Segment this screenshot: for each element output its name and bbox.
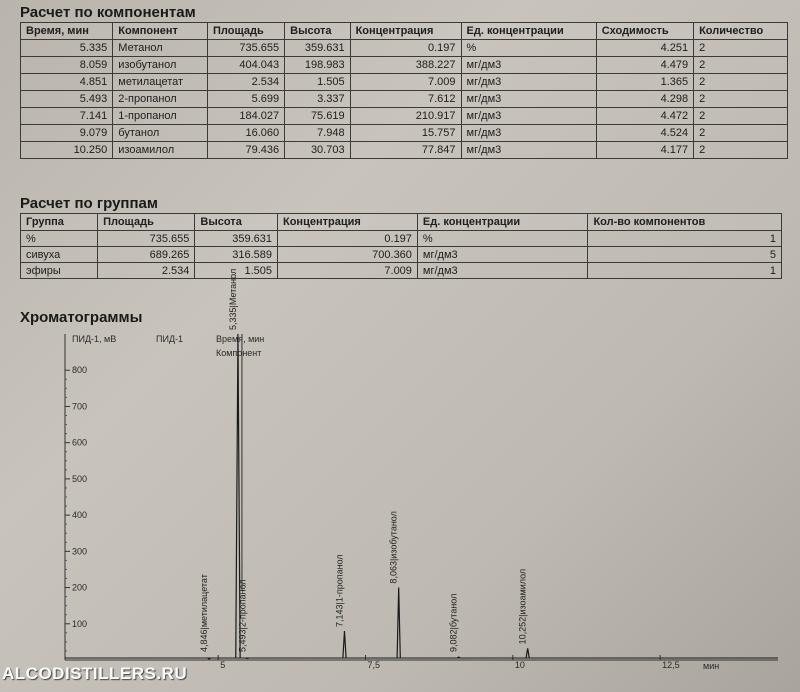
table-row [21,91,788,108]
table-cell: 15.757 [350,125,461,142]
components-col-header: Площадь [207,23,284,40]
legend-time-label: Время, мин [216,334,265,344]
table-cell: 2 [694,40,788,57]
chromatogram-peak [343,631,346,658]
peak-label: 9,082|бутанол [448,593,459,652]
components-body [21,40,788,159]
peak-label: 7,143|1-пропанол [334,554,345,628]
peak-label: 8,063|изобутанол [388,511,399,584]
table-cell: 16.060 [207,125,284,142]
table-cell: мг/дм3 [417,247,588,263]
table-cell: 700.360 [278,247,418,263]
table-cell: 2 [694,57,788,74]
table-row [21,142,788,159]
table-cell: 5.699 [207,91,284,108]
peak-label: 5,335|Метанол [227,268,238,330]
x-tick-label: 12,5 [662,660,680,670]
table-row [21,231,782,247]
table-cell: 689.265 [98,247,195,263]
table-row [21,40,788,57]
table-cell: % [417,231,588,247]
components-col-header: Время, мин [21,23,113,40]
table-cell: % [461,40,596,57]
peak-label: 5,493|2-пропанол [237,579,248,652]
table-row [21,125,788,142]
table-cell: Метанол [113,40,208,57]
table-cell: 1 [588,263,782,279]
table-cell: 7.141 [21,108,113,125]
table-cell: 7.009 [350,74,461,91]
table-cell: бутанол [113,125,208,142]
x-tick-label: 7,5 [367,660,381,670]
table-cell: 1.505 [195,263,278,279]
chromatogram-peak [246,658,249,659]
table-cell: мг/дм3 [461,57,596,74]
table-cell: 2 [694,142,788,159]
table-row [21,108,788,125]
groups-col-header: Ед. концентрации [417,214,588,231]
channel-label: ПИД-1, мВ [72,334,117,344]
table-cell: 4.524 [596,125,693,142]
table-cell: 2 [694,74,788,91]
groups-table [20,213,782,279]
table-cell: метилацетат [113,74,208,91]
table-cell: 1-пропанол [113,108,208,125]
table-row [21,57,788,74]
table-cell: 316.589 [195,247,278,263]
table-cell: 735.655 [98,231,195,247]
table-cell: 79.436 [207,142,284,159]
peak-label: 10,252|изоамилол [517,568,528,645]
channel-name: ПИД-1 [156,334,184,344]
table-cell: 359.631 [195,231,278,247]
y-tick-label: 600 [72,437,88,448]
table-cell: мг/дм3 [417,263,588,279]
table-cell: 4.177 [596,142,693,159]
table-cell: 735.655 [207,40,284,57]
groups-col-header: Высота [195,214,278,231]
groups-col-header: Группа [21,214,98,231]
table-cell: 1 [588,231,782,247]
components-col-header: Компонент [113,23,208,40]
table-cell: 4.851 [21,74,113,91]
table-cell: изобутанол [113,57,208,74]
table-cell: 198.983 [285,57,350,74]
table-cell: 4.251 [596,40,693,57]
components-title: Расчет по компонентам [20,4,196,21]
table-cell: 75.619 [285,108,350,125]
table-cell: 2.534 [98,263,195,279]
table-cell: 1.505 [285,74,350,91]
components-col-header: Количество [694,23,788,40]
table-cell: 7.009 [278,263,418,279]
table-cell: 2 [694,125,788,142]
table-cell: 5 [588,247,782,263]
table-cell: 388.227 [350,57,461,74]
table-row [21,74,788,91]
chromatogram-title: Хроматограммы [20,309,143,326]
table-cell: 2-пропанол [113,91,208,108]
table-cell: 404.043 [207,57,284,74]
table-cell: 3.337 [285,91,350,108]
x-unit-label: мин [703,661,720,671]
table-cell: 359.631 [285,40,350,57]
table-cell: мг/дм3 [461,125,596,142]
watermark: ALCODISTILLERS.RU [2,664,188,683]
groups-body [21,231,782,279]
table-cell: % [21,231,98,247]
y-tick-label: 500 [72,473,88,484]
chromatogram-peak [526,648,529,658]
table-cell: изоамилол [113,142,208,159]
table-cell: 7.612 [350,91,461,108]
table-cell: 9.079 [21,125,113,142]
peak-label: 4,846|метилацетат [199,574,210,652]
table-cell: 210.917 [350,108,461,125]
table-cell: 184.027 [207,108,284,125]
table-row [21,247,782,263]
x-tick-label: 5 [220,660,226,670]
groups-col-header: Кол-во компонентов [588,214,782,231]
y-tick-label: 100 [72,618,88,629]
components-col-header: Ед. концентрации [461,23,596,40]
components-table [20,22,788,159]
table-cell: 0.197 [278,231,418,247]
table-cell: 5.335 [21,40,113,57]
y-tick-label: 300 [72,546,88,557]
table-cell: 5.493 [21,91,113,108]
table-cell: мг/дм3 [461,108,596,125]
components-header-row [21,23,788,40]
x-tick-label: 10 [514,660,525,670]
table-cell: 2.534 [207,74,284,91]
groups-header-row [21,214,782,231]
y-tick-label: 400 [72,510,88,521]
table-cell: 8.059 [21,57,113,74]
groups-col-header: Концентрация [278,214,418,231]
table-cell: 77.847 [350,142,461,159]
table-cell: 4.472 [596,108,693,125]
components-col-header: Высота [285,23,350,40]
table-cell: 4.298 [596,91,693,108]
table-cell: 10.250 [21,142,113,159]
table-cell: 2 [694,108,788,125]
y-tick-label: 200 [72,582,88,593]
chromatogram-peak [397,588,400,658]
components-col-header: Концентрация [350,23,461,40]
table-cell: 2 [694,91,788,108]
y-tick-label: 800 [72,365,88,376]
components-col-header: Сходимость [596,23,693,40]
table-cell: мг/дм3 [461,91,596,108]
groups-col-header: Площадь [98,214,195,231]
table-cell: 7.948 [285,125,350,142]
table-cell: 0.197 [350,40,461,57]
y-tick-label: 700 [72,401,88,412]
table-cell: сивуха [21,247,98,263]
table-cell: 4.479 [596,57,693,74]
table-cell: 1.365 [596,74,693,91]
groups-title: Расчет по группам [20,195,158,212]
table-cell: эфиры [21,263,98,279]
table-cell: мг/дм3 [461,142,596,159]
table-cell: мг/дм3 [461,74,596,91]
legend-component-label: Компонент [216,348,262,358]
table-cell: 30.703 [285,142,350,159]
table-row [21,263,782,279]
